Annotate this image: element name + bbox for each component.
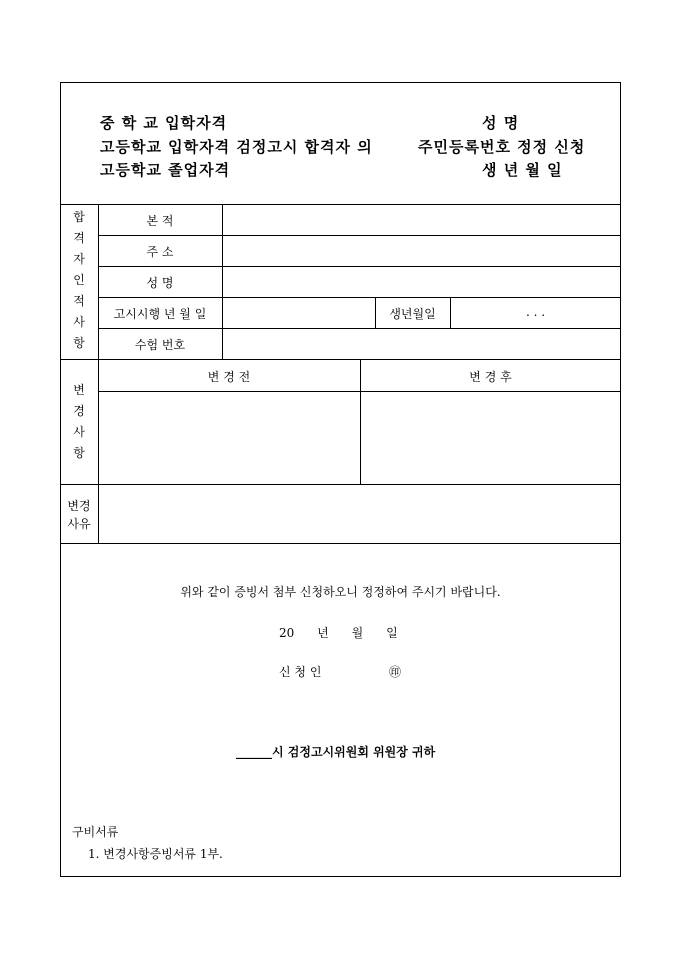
label-before-change: 변 경 전	[207, 370, 251, 384]
applicant-signature-label: 신 청 인	[279, 665, 322, 679]
label-exam-number: 수험 번호	[134, 338, 186, 352]
rule-row-1	[98, 235, 621, 236]
attachments-item-1: 1. 변경사항증빙서류 1부.	[88, 847, 223, 861]
rule-row-3	[98, 297, 621, 298]
rule-applicant-bottom	[60, 359, 621, 360]
label-after-change: 변 경 후	[469, 370, 512, 384]
addressee	[236, 743, 435, 760]
rule-reason-bottom	[60, 543, 621, 544]
label-address: 주 소	[146, 245, 174, 259]
rule-field-column	[222, 204, 223, 359]
label-name: 성 명	[146, 276, 174, 290]
title-line-2: 고등학교 입학자격 검정고시 합격자 의	[100, 138, 373, 156]
rule-change-bottom	[60, 484, 621, 485]
attachments-header: 구비서류	[72, 825, 119, 839]
title-right-1: 성 명	[482, 114, 520, 132]
rule-row-4	[98, 328, 621, 329]
label-exam-date: 고시시행 년 월 일	[113, 307, 207, 321]
label-origin: 본 적	[146, 214, 174, 228]
changes-section-label: 변 경 사 항	[73, 383, 85, 460]
applicant-section-label: 합 격 자 인 적 사 항	[73, 210, 85, 350]
rule-row-2	[98, 266, 621, 267]
rule-title-bottom	[60, 204, 621, 205]
application-date: 20 년 월 일	[279, 626, 398, 640]
reason-label: 변경 사유	[67, 499, 91, 531]
label-birth-date: 생년월일	[389, 307, 436, 321]
addressee-blank: ______	[236, 745, 272, 759]
birth-date-value: . . .	[525, 305, 546, 319]
addressee-text: 시 검정고시위원회 위원장 귀하	[272, 745, 436, 759]
statement-text: 위와 같이 증빙서 첨부 신청하오니 정정하여 주시기 바랍니다.	[180, 585, 501, 599]
title-right-3: 생 년 월 일	[482, 161, 563, 179]
title-right-2: 주민등록번호 정정 신청	[418, 138, 586, 156]
title-line-3: 고등학교 졸업자격	[100, 161, 231, 179]
title-line-1: 중 학 교 입학자격	[100, 114, 228, 132]
seal-mark: ㊞	[389, 665, 402, 679]
